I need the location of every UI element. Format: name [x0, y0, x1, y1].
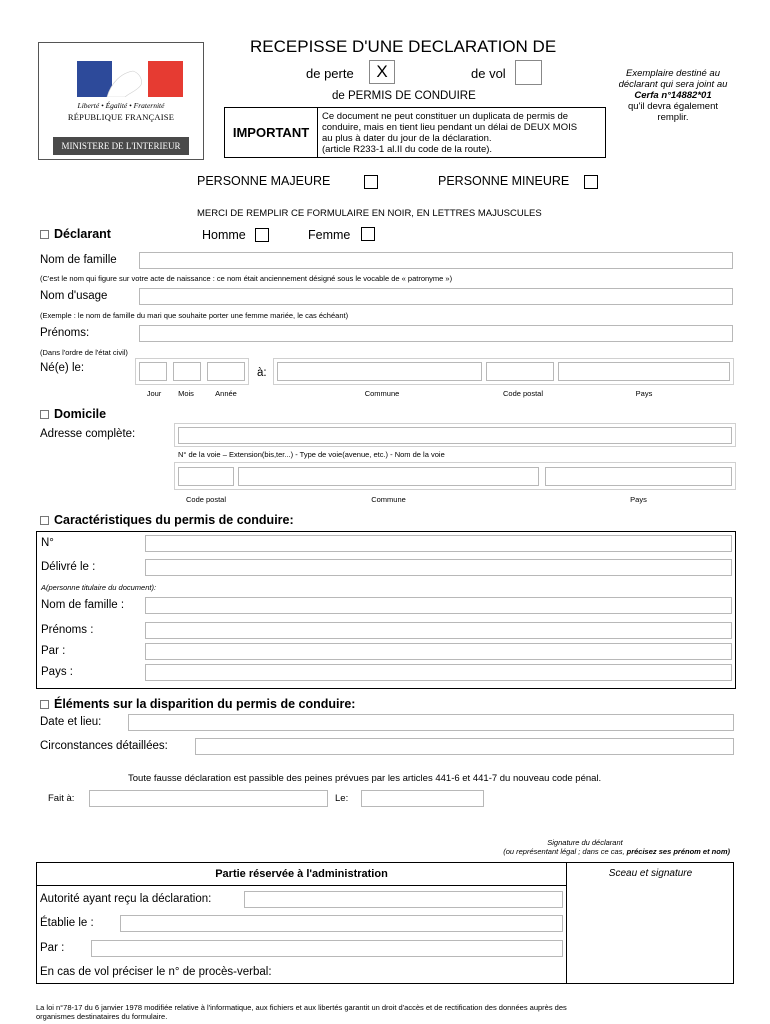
permis-nom-famille-label: Nom de famille :	[41, 599, 125, 611]
exemplaire-note-line4: remplir.	[657, 112, 689, 123]
important-line4: (article R233-1 al.II du code de la route).	[322, 144, 493, 155]
signature-line2-a: (ou représentant légal ; dans ce cas,	[503, 847, 625, 856]
disparition-checkbox[interactable]	[40, 700, 49, 709]
domicile-pays-input[interactable]	[545, 467, 732, 486]
admin-title-divider	[36, 885, 567, 886]
circonstances-input[interactable]	[195, 738, 734, 755]
permis-par-input[interactable]	[145, 643, 732, 660]
perte-label: de perte	[306, 66, 354, 81]
important-box	[224, 107, 606, 158]
footer-note	[36, 1003, 567, 1021]
exemplaire-note-line2: déclarant qui sera joint au	[618, 79, 728, 90]
declarant-checkbox[interactable]	[40, 230, 49, 239]
naissance-pays-caption: Pays	[635, 389, 653, 398]
naissance-label: Né(e) le:	[40, 362, 85, 374]
permis-par-label: Par :	[41, 645, 66, 657]
permis-prenoms-input[interactable]	[145, 622, 732, 639]
naissance-pays-input[interactable]	[558, 362, 730, 381]
vol-label: de vol	[471, 66, 506, 81]
vol-checkbox[interactable]	[515, 60, 542, 85]
declarant-title: Déclarant	[54, 227, 111, 241]
fausse-declaration-warning: Toute fausse déclaration est passible des peines prévues par les articles 441-6 et 441-7 du nouveau code pénal.	[128, 773, 602, 784]
etablie-input[interactable]	[120, 915, 563, 932]
nom-famille-input[interactable]	[139, 252, 733, 269]
femme-label: Femme	[308, 228, 351, 242]
a-label: à:	[257, 367, 267, 379]
instructions: MERCI DE REMPLIR CE FORMULAIRE EN NOIR, EN LETTRES MAJUSCULES	[197, 208, 542, 219]
naissance-commune-caption: Commune	[364, 389, 400, 398]
permis-pays-input[interactable]	[145, 664, 732, 681]
perte-check-mark: X	[376, 62, 388, 81]
nom-famille-label: Nom de famille	[40, 254, 117, 266]
fait-a-input[interactable]	[89, 790, 328, 807]
etablie-label: Établie le :	[40, 917, 94, 929]
prenoms-input[interactable]	[139, 325, 733, 342]
permis-numero-input[interactable]	[145, 535, 732, 552]
logo-ministry: MINISTERE DE L'INTERIEUR	[61, 141, 181, 151]
jour-caption: Jour	[146, 389, 162, 398]
jour-input[interactable]	[139, 362, 167, 381]
domicile-code-postal-input[interactable]	[178, 467, 234, 486]
domicile-commune-caption: Commune	[371, 495, 406, 504]
adresse-note: N° de la voie – Extension(bis,ter...) - Type de voie(avenue, etc.) - Nom de la voie	[178, 450, 445, 459]
signature-line2-b: précisez ses prénom et nom)	[626, 847, 730, 856]
nom-usage-note: (Exemple : le nom de famille du mari que souhaite porter une femme mariée, le cas échéant)	[40, 311, 349, 320]
important-text	[322, 111, 604, 155]
important-line3: au plus à dater du jour de la déclaration.	[322, 133, 492, 144]
logo-ministry-band	[53, 137, 189, 155]
naissance-code-postal-caption: Code postal	[502, 389, 544, 398]
personne-majeure-checkbox[interactable]	[364, 175, 378, 189]
adresse-input[interactable]	[178, 427, 732, 444]
nom-usage-input[interactable]	[139, 288, 733, 305]
permis-delivre-input[interactable]	[145, 559, 732, 576]
exemplaire-note-line3: qu'il devra également	[627, 101, 718, 112]
form-title: RECEPISSE D'UNE DECLARATION DE	[250, 37, 557, 56]
permis-checkbox[interactable]	[40, 516, 49, 525]
permis-prenoms-label: Prénoms :	[41, 624, 94, 636]
permis-title: Caractéristiques du permis de conduire:	[54, 513, 294, 527]
personne-majeure-label: PERSONNE MAJEURE	[197, 174, 331, 188]
homme-checkbox[interactable]	[255, 228, 269, 242]
signature-caption	[470, 838, 730, 856]
autorite-label: Autorité ayant reçu la déclaration:	[40, 893, 212, 905]
mois-caption: Mois	[178, 389, 194, 398]
annee-caption: Année	[215, 389, 237, 398]
prenoms-label: Prénoms:	[40, 327, 90, 339]
domicile-pays-caption: Pays	[630, 495, 647, 504]
perte-checkbox[interactable]	[369, 60, 395, 84]
domicile-code-postal-caption: Code postal	[185, 495, 227, 504]
ministry-logo	[38, 42, 204, 160]
important-label: IMPORTANT	[232, 125, 310, 140]
admin-seal-label: Sceau et signature	[608, 868, 693, 879]
prenoms-note: (Dans l'ordre de l'état civil)	[40, 348, 128, 357]
mois-input[interactable]	[173, 362, 201, 381]
date-lieu-input[interactable]	[128, 714, 734, 731]
important-line2: conduire, mais en tient lieu pendant un délai de DEUX MOIS	[322, 122, 578, 133]
permis-nom-famille-input[interactable]	[145, 597, 732, 614]
footer-line1: La loi n°78-17 du 6 janvier 1978 modifiée relative à l'informatique, aux fichiers et aux libertés garantit un droit d'accès et de rectification des données auprès des	[36, 1003, 567, 1012]
admin-title: Partie réservée à l'administration	[215, 868, 388, 880]
adresse-label: Adresse complète:	[40, 428, 136, 440]
permis-delivre-label: Délivré le :	[41, 561, 96, 573]
naissance-code-postal-input[interactable]	[486, 362, 554, 381]
logo-motto: Liberté • Égalité • Fraternité	[77, 101, 165, 110]
admin-par-label: Par :	[40, 942, 65, 954]
important-line1: Ce document ne peut constituer un duplicata de permis de	[322, 111, 569, 122]
date-lieu-label: Date et lieu:	[40, 716, 102, 728]
vol-pv-label: En cas de vol préciser le n° de procès-verbal:	[40, 966, 272, 978]
footer-line2: organismes destinataires du formulaire.	[36, 1012, 168, 1021]
permis-numero-label: N°	[41, 537, 54, 549]
homme-label: Homme	[202, 228, 246, 242]
important-label-cell	[225, 108, 318, 157]
le-label: Le:	[335, 793, 349, 804]
personne-mineure-label: PERSONNE MINEURE	[438, 174, 570, 188]
admin-column-divider	[566, 862, 567, 984]
circonstances-label: Circonstances détaillées:	[40, 740, 168, 752]
marianne-flag-icon	[77, 61, 183, 97]
domicile-commune-input[interactable]	[238, 467, 539, 486]
femme-checkbox[interactable]	[361, 227, 375, 241]
annee-input[interactable]	[207, 362, 245, 381]
le-input[interactable]	[361, 790, 484, 807]
nom-famille-note: (C'est le nom qui figure sur votre acte de naissance : ce nom était anciennement désigné sous le vocable de « patronyme »)	[40, 274, 453, 283]
signature-line1: Signature du déclarant	[547, 838, 623, 847]
permis-pays-label: Pays :	[41, 666, 73, 678]
admin-par-input[interactable]	[91, 940, 563, 957]
domicile-title: Domicile	[54, 407, 107, 421]
domicile-checkbox[interactable]	[40, 410, 49, 419]
signature-line2	[470, 847, 730, 856]
permis-titulaire-note: A(personne titulaire du document):	[41, 583, 157, 592]
disparition-title: Éléments sur la disparition du permis de conduire:	[54, 697, 356, 711]
nom-usage-label: Nom d'usage	[40, 290, 108, 302]
exemplaire-note-line1: Exemplaire destiné au	[626, 68, 720, 79]
fait-a-label: Fait à:	[48, 793, 75, 804]
autorite-input[interactable]	[244, 891, 563, 908]
exemplaire-note	[602, 68, 744, 123]
naissance-commune-input[interactable]	[277, 362, 482, 381]
logo-republic: RÉPUBLIQUE FRANÇAISE	[67, 112, 175, 122]
permis-label: de PERMIS DE CONDUIRE	[332, 90, 476, 102]
personne-mineure-checkbox[interactable]	[584, 175, 598, 189]
exemplaire-note-cerfa: Cerfa n°14882*01	[634, 90, 712, 101]
